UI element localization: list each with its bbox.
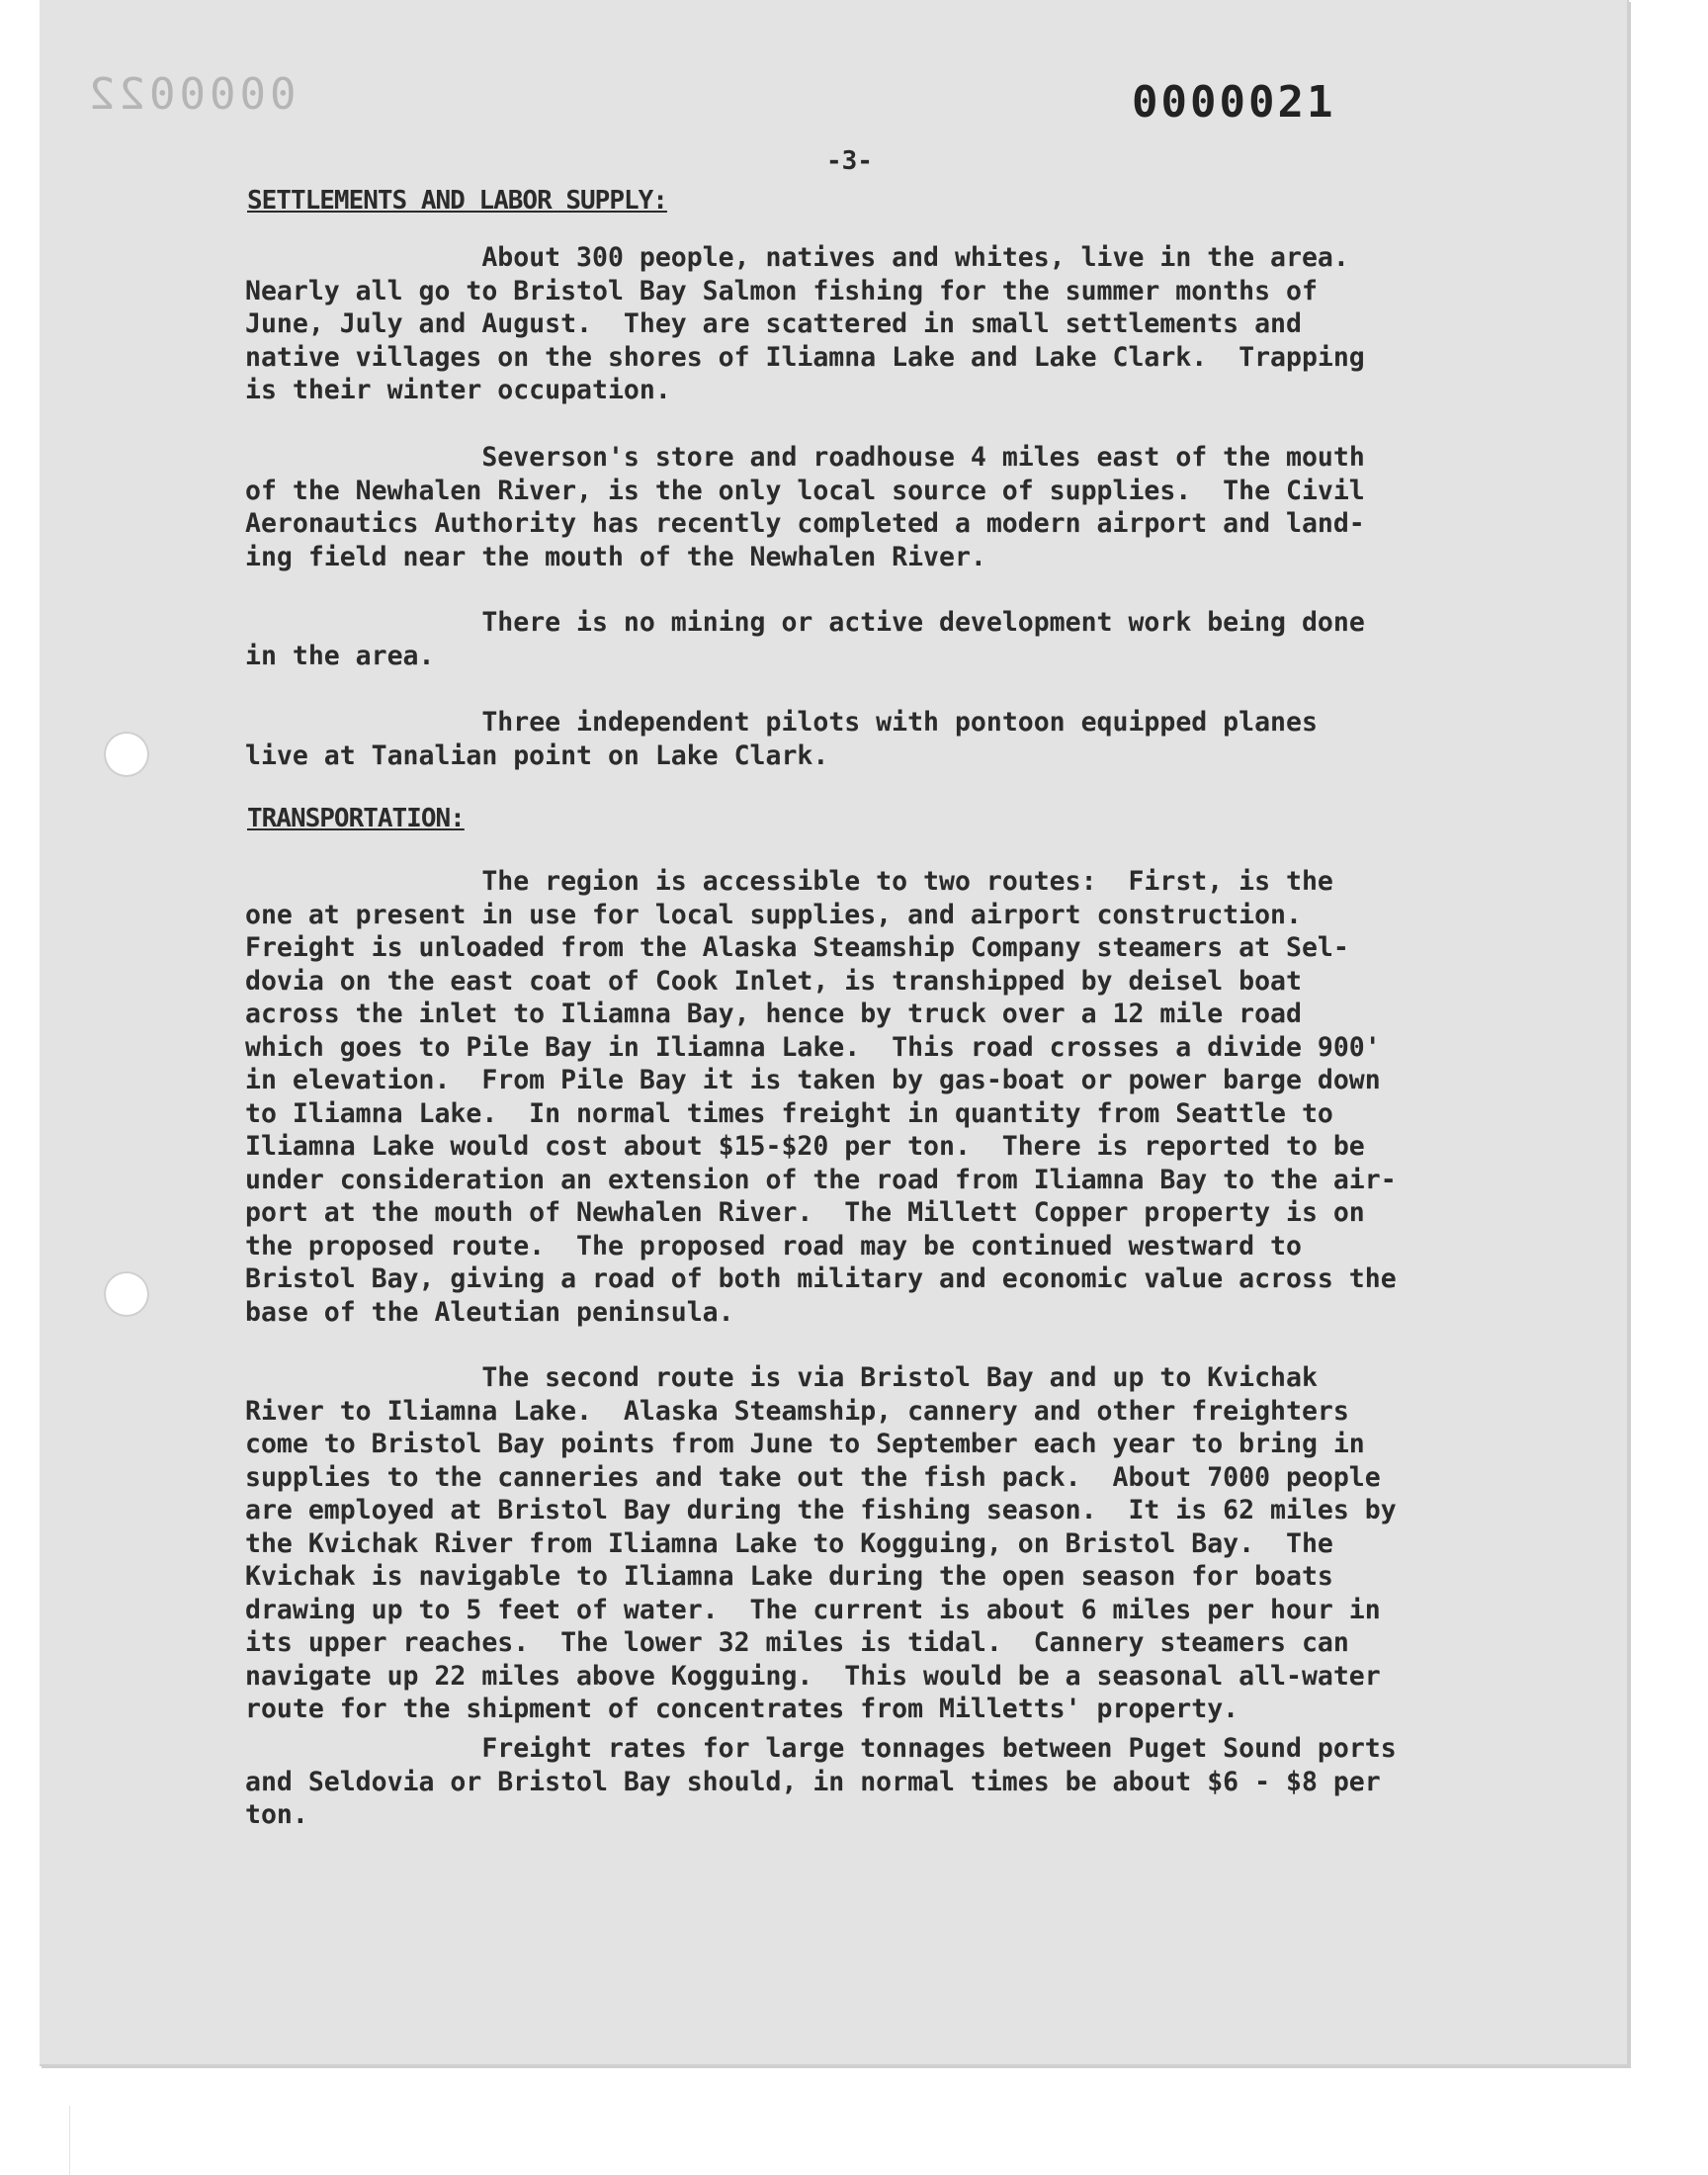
paragraph-freight-rates: Freight rates for large tonnages between Puget Sound ports and Seldovia or Bristol Bay should, in normal times be about $6 - $8 per ton. [245,1733,1397,1830]
punch-hole-bottom [104,1271,149,1317]
scan-margin-line [69,2106,70,2175]
stamped-document-number: 0000021 [1132,77,1336,128]
section-heading-settlements: SETTLEMENTS AND LABOR SUPPLY: [247,186,667,216]
paragraph-pilots: Three independent pilots with pontoon equipped planes live at Tanalian point on Lake Clark. [245,707,1318,771]
section-heading-transportation: TRANSPORTATION: [247,804,465,833]
paragraph-severson-store: Severson's store and roadhouse 4 miles east of the mouth of the Newhalen River, is the only local source of supplies. The Civil Aeronautics Authority has recently completed a modern airport and land- ing field near the mouth of the Newhalen River. [245,442,1365,572]
bleed-through-page-number: 0000022 [85,69,297,120]
punch-hole-top [104,732,149,777]
page-number: -3- [826,146,873,176]
paragraph-no-mining: There is no mining or active development work being done in the area. [245,607,1365,671]
paragraph-first-route: The region is accessible to two routes: First, is the one at present in use for local supplies, and airport construction. Freight is unloaded from the Alaska Steamship Company steamers at Sel- dovia on the east coat of Cook Inlet, is transhipped by deisel boat across the inlet to Iliamna Bay, hence by truck over a 12 mile road which goes to Pile Bay in Iliamna Lake. This road crosses a divide 900' in elevation. From Pile Bay it is taken by gas-boat or power barge down to Iliamna Lake. In normal times freight in quantity from Seattle to Iliamna Lake would cost about $15-$20 per ton. There is reported to be under consideration an extension of the road from Iliamna Bay to the air- port at the mouth of Newhalen River. The Millett Copper property is on the proposed route. The proposed road may be continued westward to Bristol Bay, giving a road of both military and economic value across the base of the Aleutian peninsula. [245,866,1397,1328]
paragraph-second-route: The second route is via Bristol Bay and up to Kvichak River to Iliamna Lake. Alaska Steamship, cannery and other freighters come to Bristol Bay points from June to September each year to bring in supplies to the canneries and take out the fish pack. About 7000 people are employed at Bristol Bay during the fishing season. It is 62 miles by the Kvichak River from Iliamna Lake to Kogguing, on Bristol Bay. The Kvichak is navigable to Iliamna Lake during the open season for boats drawing up to 5 feet of water. The current is about 6 miles per hour in its upper reaches. The lower 32 miles is tidal. Cannery steamers can navigate up 22 miles above Kogguing. This would be a seasonal all-water route for the shipment of concentrates from Milletts' property. [245,1362,1397,1724]
paragraph-population: About 300 people, natives and whites, live in the area. Nearly all go to Bristol Bay Salmon fishing for the summer months of June, July and August. They are scattered in small settlements and native villages on the shores of Iliamna Lake and Lake Clark. Trapping is their winter occupation. [245,242,1365,405]
